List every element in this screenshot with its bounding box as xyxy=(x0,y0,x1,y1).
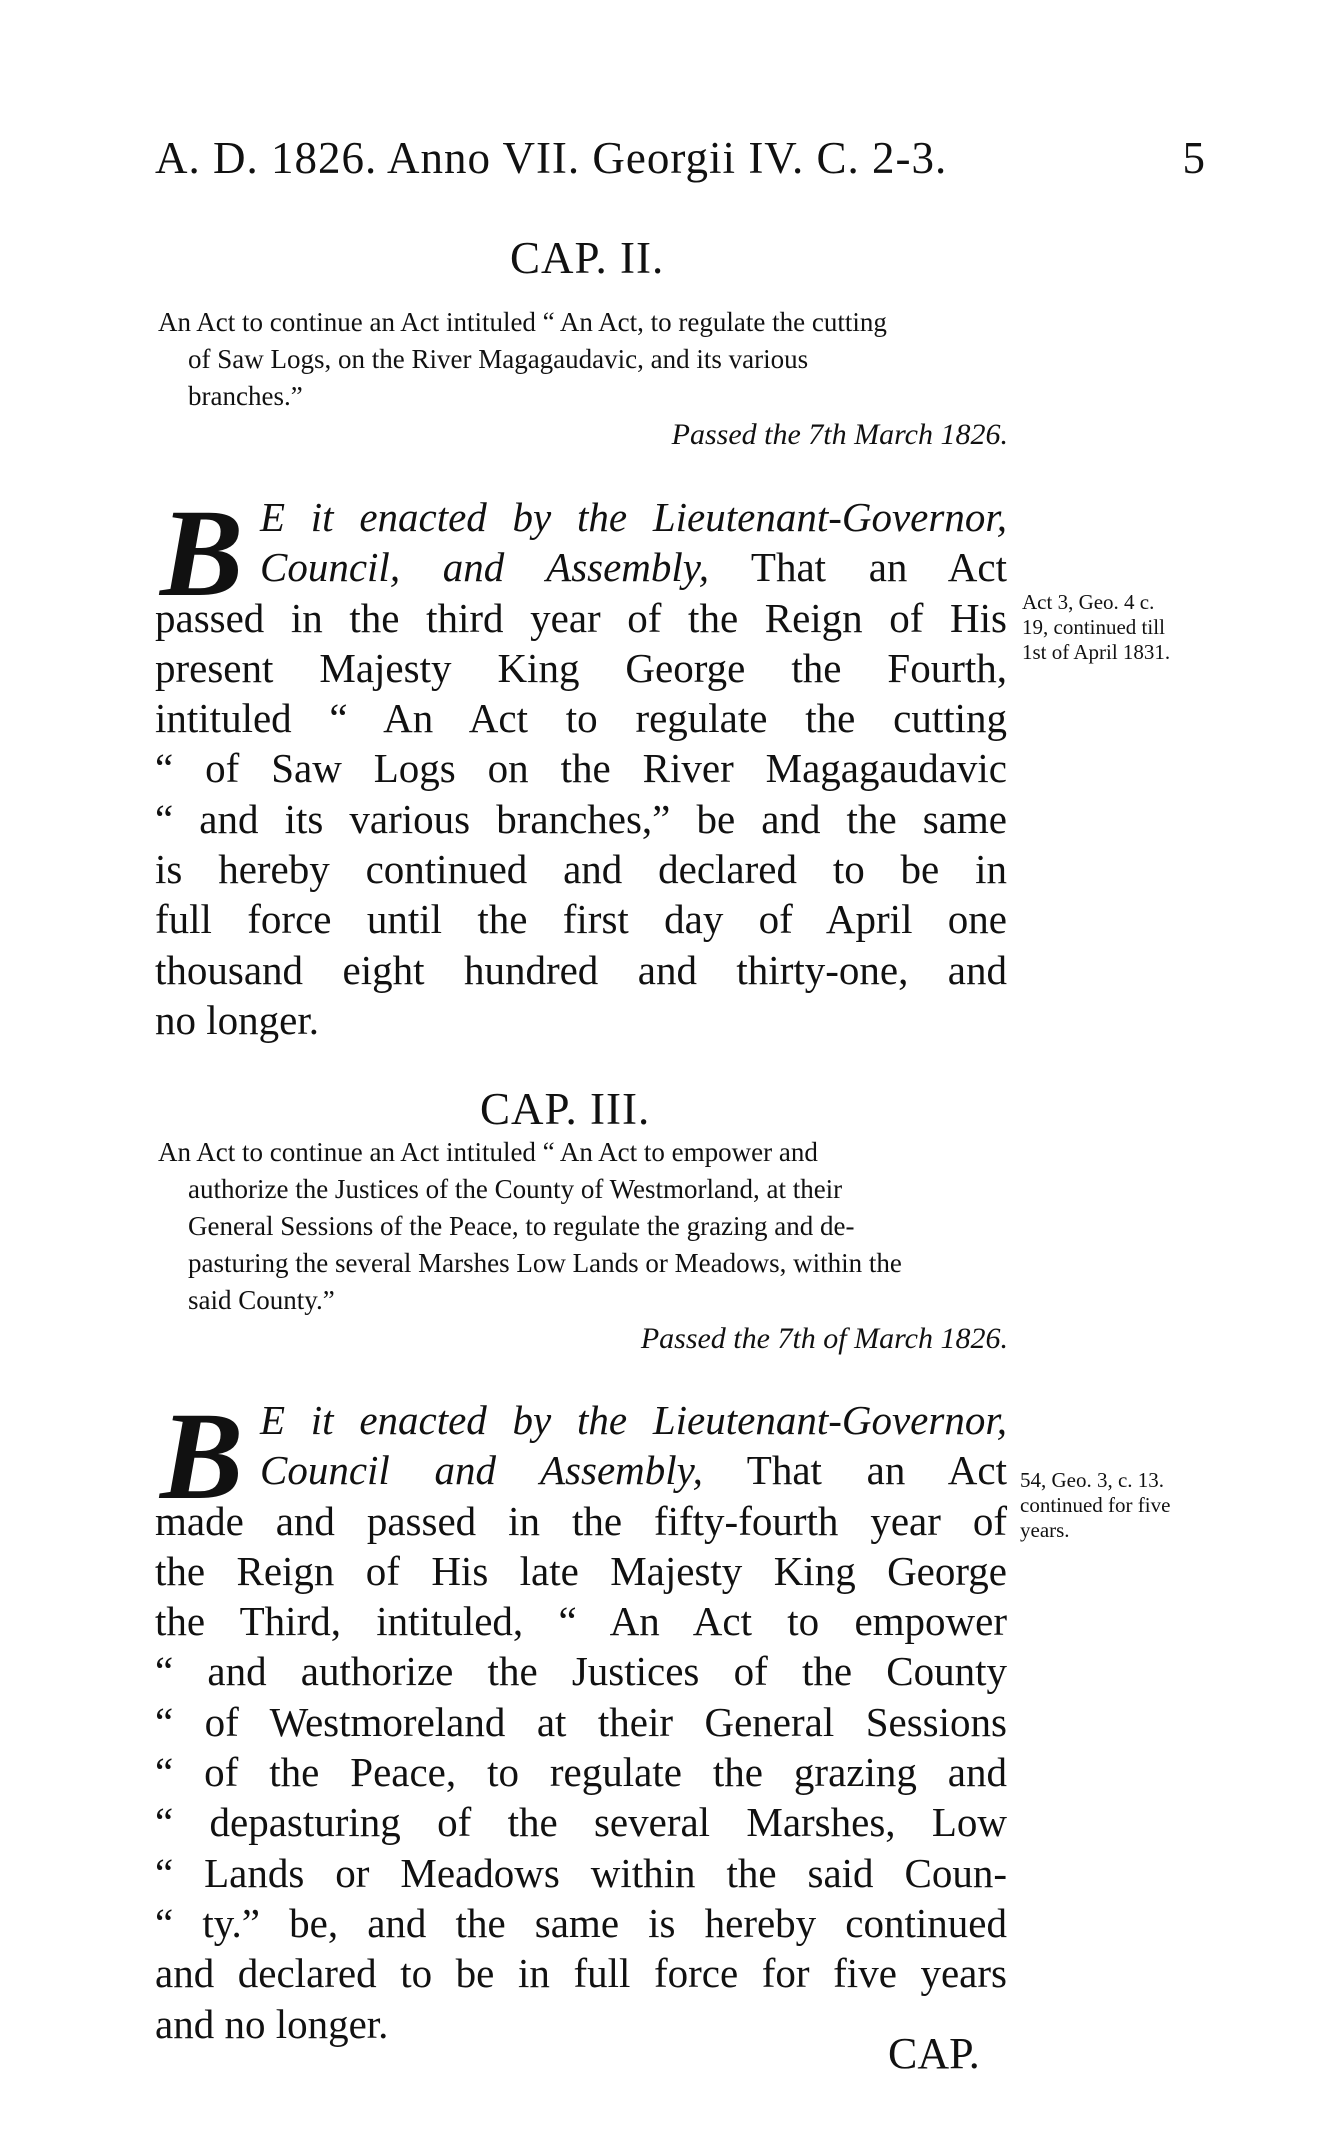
cap3-body-line: “ of Westmoreland at their General Sessions xyxy=(155,1698,1007,1745)
cap2-body-line: present Majesty King George the Fourth, xyxy=(155,644,1007,691)
cap3-body-line: the Reign of His late Majesty King George xyxy=(155,1547,1007,1594)
cap2-body-line: E it enacted by the Lieutenant-Governor, xyxy=(260,494,1007,540)
cap3-margin-line: years. xyxy=(1020,1518,1070,1542)
cap3-body-line: “ Lands or Meadows within the said Coun- xyxy=(155,1849,1007,1896)
cap2-drop-cap: B xyxy=(160,485,244,623)
cap3-body-line: “ of the Peace, to regulate the grazing and xyxy=(155,1749,1007,1796)
cap2-margin-line: 1st of April 1831. xyxy=(1022,640,1171,664)
cap2-title-line: branches.” xyxy=(188,381,303,411)
cap2-enacting-authority: Council, and Assembly, xyxy=(260,544,709,591)
cap2-body-line: “ and its various branches,” be and the same xyxy=(155,795,1007,842)
cap3-body-line: “ ty.” be, and the same is hereby continued xyxy=(155,1899,1007,1946)
running-head xyxy=(155,132,1205,192)
cap2-title-line: of Saw Logs, on the River Magagaudavic, and its various xyxy=(188,344,809,374)
cap2-body-line: full force until the first day of April one xyxy=(155,896,1007,943)
cap3-margin-line: continued for five xyxy=(1020,1493,1171,1517)
cap2-body-line: is hereby continued and declared to be in xyxy=(155,846,1007,893)
cap3-body xyxy=(155,1388,1007,2049)
cap3-title-line: An Act to continue an Act intituled “ An Act to empower and xyxy=(158,1137,818,1167)
cap2-body-line: passed in the third year of the Reign of His xyxy=(155,594,1007,641)
cap2-body-line: intituled “ An Act to regulate the cutting xyxy=(155,695,1007,742)
page-number: 5 xyxy=(1182,133,1205,183)
catchword: CAP. xyxy=(888,2029,980,2078)
cap3-body-line: “ and authorize the Justices of the County xyxy=(155,1648,1007,1695)
cap3-body-line: and no longer. xyxy=(155,2000,389,2047)
cap3-margin-line: 54, Geo. 3, c. 13. xyxy=(1020,1468,1165,1492)
cap3-body-line xyxy=(155,1445,1007,1495)
cap2-body xyxy=(155,485,1007,1045)
cap2-passed-date: Passed the 7th March 1826. xyxy=(671,418,1008,451)
cap3-heading: CAP. III. xyxy=(480,1084,651,1134)
cap3-body-line: made and passed in the fifty-fourth year of xyxy=(155,1497,1007,1544)
cap3-body-line: and declared to be in full force for five years xyxy=(155,1950,1007,1997)
cap2-title-line: An Act to continue an Act intituled “ An Act, to regulate the cutting xyxy=(158,307,887,337)
cap2-body-line: thousand eight hundred and thirty-one, and xyxy=(155,946,1007,993)
cap2-enacting-rest: That an Act xyxy=(709,544,1007,591)
cap3-margin-note xyxy=(1020,1468,1170,1543)
cap2-margin-line: Act 3, Geo. 4 c. xyxy=(1022,590,1155,614)
running-head-text: A. D. 1826. Anno VII. Georgii IV. C. 2-3. xyxy=(155,133,948,183)
cap3-title-line: General Sessions of the Peace, to regulate the grazing and de- xyxy=(188,1211,855,1241)
cap3-body-line: “ depasturing of the several Marshes, Low xyxy=(155,1799,1007,1846)
cap3-enacting-rest: That an Act xyxy=(702,1447,1007,1494)
cap3-drop-cap: B xyxy=(160,1388,244,1526)
cap2-margin-note xyxy=(1022,590,1170,665)
cap3-body-line: the Third, intituled, “ An Act to empower xyxy=(155,1598,1007,1645)
cap3-passed-date: Passed the 7th of March 1826. xyxy=(640,1322,1008,1355)
cap3-title-line: authorize the Justices of the County of Westmorland, at their xyxy=(188,1174,843,1204)
cap2-title xyxy=(158,304,1008,415)
cap3-enacting-authority: Council and Assembly, xyxy=(260,1447,703,1494)
cap2-margin-line: 19, continued till xyxy=(1022,615,1165,639)
cap3-body-line: E it enacted by the Lieutenant-Governor, xyxy=(260,1397,1007,1443)
cap3-title-line: said County.” xyxy=(188,1285,335,1315)
cap3-title xyxy=(158,1134,1008,1319)
cap2-heading: CAP. II. xyxy=(510,233,665,283)
cap2-body-line xyxy=(155,542,1007,592)
cap2-body-line: “ of Saw Logs on the River Magagaudavic xyxy=(155,745,1007,792)
cap2-body-line: no longer. xyxy=(155,996,319,1043)
cap3-title-line: pasturing the several Marshes Low Lands or Meadows, within the xyxy=(188,1248,902,1278)
